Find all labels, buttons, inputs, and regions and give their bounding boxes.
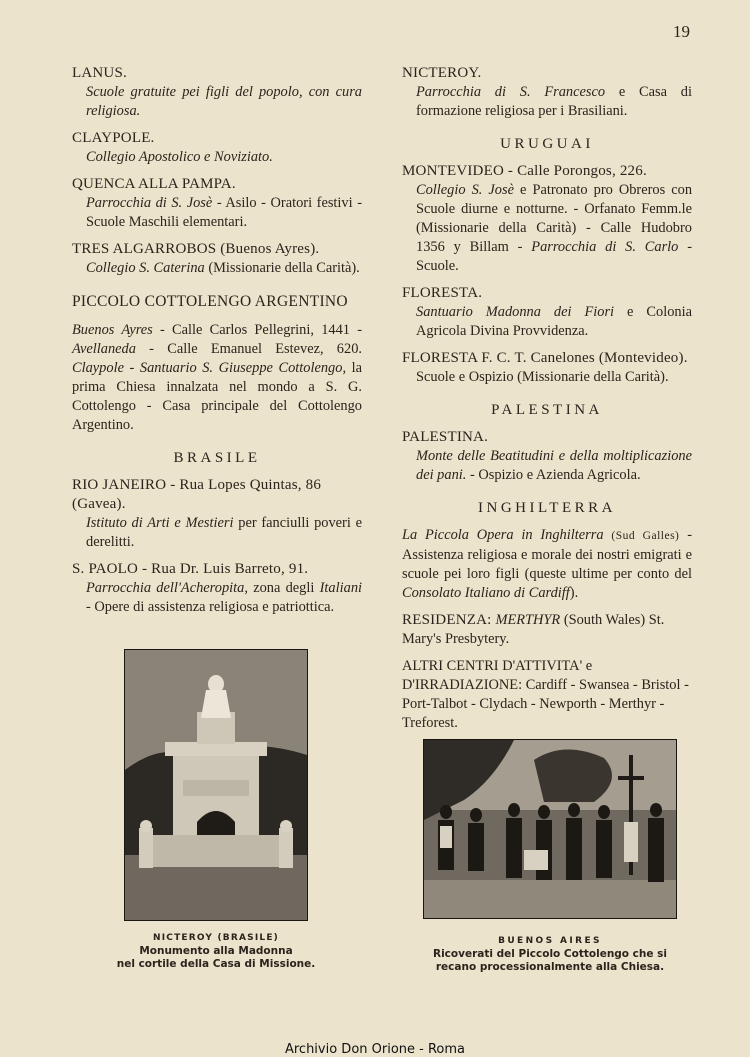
entry-body-text: per fanciulli poveri e derelitti. <box>86 515 362 550</box>
entry-body-italic: Parrocchia di S. Josè <box>86 195 213 211</box>
entry-title: FLORESTA. <box>402 285 483 301</box>
entry-nicteroy <box>402 64 692 121</box>
entry-body-text-2: - Scuole. <box>416 239 692 274</box>
caption-line-1: Ricoverati del Piccolo Cottolengo che si <box>432 948 668 960</box>
entry-body-italic: La Piccola Opera in Inghilterra <box>402 527 604 543</box>
cottolengo-it-2: Avellaneda <box>72 341 136 357</box>
entry-title: FLORESTA F. C. T. Canelones (Montevideo). <box>402 350 688 366</box>
cottolengo-text-1: - Calle Carlos Pellegrini, 1441 - <box>152 322 363 338</box>
cottolengo-text-3: la prima Chiesa innalzata nel mondo a S. G. Cottolengo - Casa principale del Cottolengo Argentino. <box>72 360 362 433</box>
entry-title: RIO JANEIRO - Rua Lopes Quintas, 86 (Gavea). <box>72 477 322 512</box>
entry-body-text: - Asilo - Oratori festivi - Scuole Maschili elementari. <box>86 195 362 230</box>
entry-body <box>402 303 692 341</box>
entry-tres-algarrobos <box>72 240 362 278</box>
monument-illustration <box>125 650 307 920</box>
entry-body-text: (Missionarie della Carità). <box>204 260 360 276</box>
entry-body-text: - Assistenza religiosa e morale dei nostri emigrati e scuole pei loro figli (queste ultime per conto del <box>402 527 692 582</box>
page-number: 19 <box>673 22 690 41</box>
cottolengo-it-1: Buenos Ayres <box>72 322 153 338</box>
section-heading-palestina: PALESTINA <box>491 402 603 418</box>
entry-inghilterra <box>402 526 692 603</box>
entry-body-italic: Collegio S. Josè <box>416 182 514 198</box>
caption-line-2: nel cortile della Casa di Missione. <box>116 958 316 970</box>
section-heading-uruguai: URUGUAI <box>500 136 594 152</box>
cottolengo-it-3: Claypole - Santuario S. Giuseppe Cottolengo, <box>72 360 347 376</box>
right-column <box>402 64 692 741</box>
entry-body-text: e Patronato pro Obreros con Scuole diurne e notturne. - Orfanato Femm.le (Missionarie della Carità) - Calle Hudobro 1356 y Billam - <box>416 182 693 255</box>
entry-floresta <box>402 284 692 341</box>
entry-title: TRES ALGARROBOS (Buenos Ayres). <box>72 241 320 257</box>
entry-title: NICTEROY. <box>402 65 482 81</box>
entry-title: MONTEVIDEO - Calle Porongos, 226. <box>402 163 647 179</box>
entry-body-italic-2: Parrocchia di S. Carlo <box>531 239 679 255</box>
entry-san-paolo <box>72 560 362 617</box>
entry-title: PALESTINA. <box>402 429 489 445</box>
caption-nicteroy <box>110 932 322 971</box>
entry-body-text: e Casa di formazione religiosa per i Brasiliani. <box>416 84 692 119</box>
residenza-label: RESIDENZA: <box>402 612 496 628</box>
section-heading-inghilterra: INGHILTERRA <box>478 500 616 516</box>
entry-floresta-fct <box>402 349 692 387</box>
entry-body-italic: Istituto di Arti e Mestieri <box>86 515 234 531</box>
entry-smallcaps: (Sud Galles) <box>611 530 680 542</box>
entry-body-italic: Parrocchia di S. Francesco <box>416 84 606 100</box>
entry-body <box>402 83 692 121</box>
residenza-text: (South Wales) St. Mary's Presbytery. <box>402 612 665 647</box>
caption-line-2: recano processionalmente alla Chiesa. <box>435 961 665 973</box>
caption-title: NICTEROY (BRASILE) <box>153 933 279 943</box>
entry-lanus <box>72 64 362 121</box>
entry-palestina <box>402 428 692 485</box>
entry-title: S. PAOLO - Rua Dr. Luis Barreto, 91. <box>72 561 309 577</box>
procession-illustration <box>424 740 676 918</box>
entry-title: LANUS. <box>72 65 127 81</box>
entry-body: Scuole e Ospizio (Missionarie della Carità). <box>416 369 669 385</box>
photo-nicteroy-monument <box>124 649 308 921</box>
entry-altri-centri: ALTRI CENTRI D'ATTIVITA' e D'IRRADIAZIONE: Cardiff - Swansea - Bristol - Port-Talbot - Clydach - Newporth - Merthyr - Treforest. <box>402 658 689 731</box>
entry-title: QUENCA ALLA PAMPA. <box>72 176 236 192</box>
entry-rio <box>72 476 362 552</box>
entry-title: CLAYPOLE. <box>72 130 155 146</box>
entry-body <box>72 579 362 617</box>
entry-body <box>402 447 692 485</box>
entry-body-italic-2: Consolato Italiano di Cardiff <box>402 585 570 601</box>
entry-body-text: - Ospizio e Azienda Agricola. <box>466 467 641 483</box>
photo-buenos-aires-procession <box>423 739 677 919</box>
entry-quenca <box>72 175 362 232</box>
entry-body-italic: Collegio S. Caterina <box>86 260 205 276</box>
caption-title: BUENOS AIRES <box>498 936 602 946</box>
entry-montevideo <box>402 162 692 276</box>
entry-residenza <box>402 611 692 649</box>
entry-body-text: zona degli <box>247 580 320 596</box>
entry-body-italic-2: Italiani <box>319 580 363 596</box>
entry-claypole <box>72 129 362 167</box>
caption-buenos-aires <box>410 935 690 974</box>
entry-body: Collegio Apostolico e Noviziato. <box>86 149 273 165</box>
entry-body-text: e Colonia Agricola Divina Provvidenza. <box>416 304 692 339</box>
cottolengo-text-2: - Calle Emanuel Estevez, 620. <box>135 341 362 357</box>
entry-body <box>72 194 362 232</box>
archive-footer: Archivio Don Orione - Roma <box>284 1042 466 1057</box>
entry-body: Scuole gratuite pei figli del popolo, con cura religiosa. <box>86 84 362 119</box>
entry-body-italic: Parrocchia dell'Acheropita, <box>86 580 248 596</box>
left-column <box>72 64 362 625</box>
caption-line-1: Monumento alla Madonna <box>139 945 293 957</box>
cottolengo-heading: PICCOLO COTTOLENGO ARGENTINO <box>72 293 348 310</box>
cottolengo-paragraph <box>72 321 362 435</box>
entry-body-text-2: - Opere di assistenza religiosa e patriottica. <box>86 599 335 615</box>
entry-body-italic: Santuario Madonna dei Fiori <box>416 304 615 320</box>
entry-body-text-2: ). <box>569 585 579 601</box>
entry-body <box>402 181 692 276</box>
entry-body <box>72 514 362 552</box>
entry-body <box>72 259 362 278</box>
entry-body-italic: Monte delle Beatitudini e della moltiplicazione dei pani. <box>416 448 692 483</box>
section-heading-brasile: BRASILE <box>173 450 261 466</box>
residenza-place: MERTHYR <box>495 612 561 628</box>
